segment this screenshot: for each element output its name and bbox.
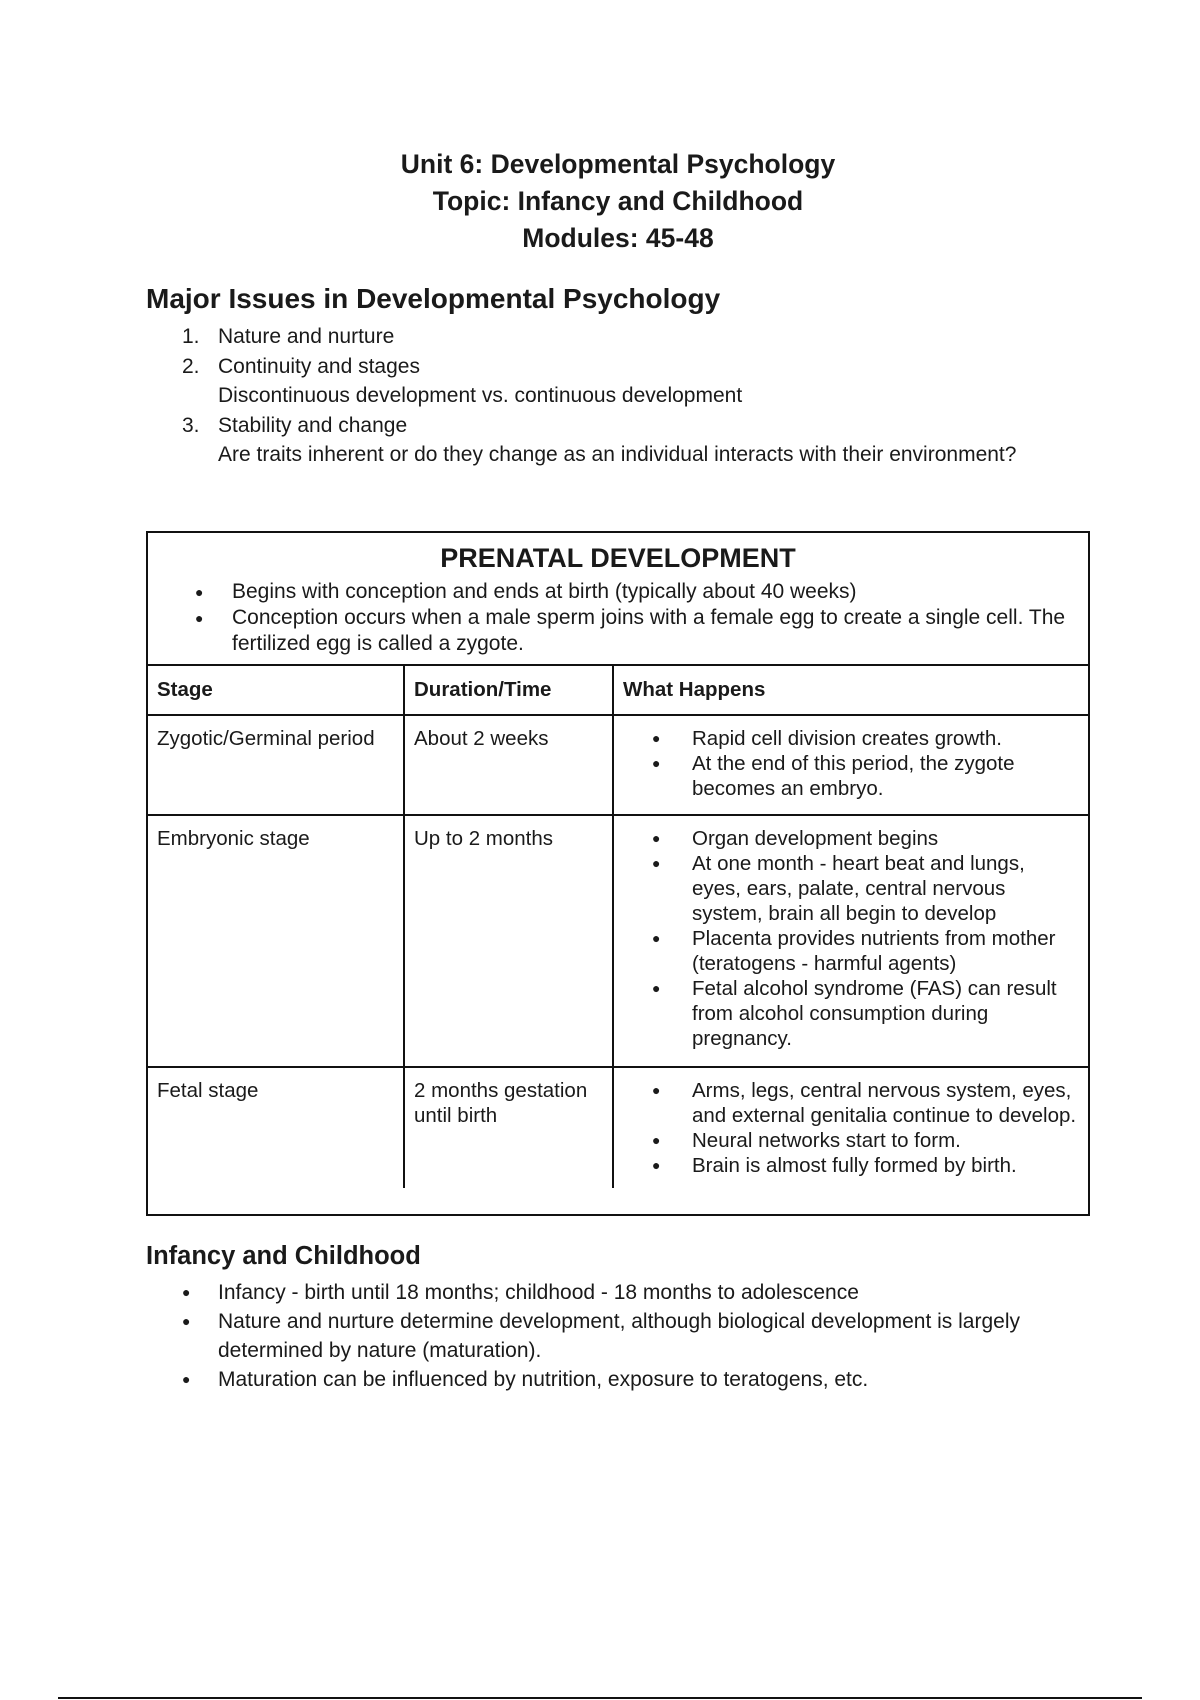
duration-cell: About 2 weeks — [404, 715, 613, 815]
infancy-heading: Infancy and Childhood — [146, 1242, 421, 1270]
list-number: 2. — [182, 354, 200, 378]
column-header-duration: Duration/Time — [404, 666, 613, 715]
what-happens-list — [652, 826, 1079, 1051]
issue-subtext: Are traits inherent or do they change as an individual interacts with their environment? — [218, 443, 1017, 466]
modules-title: Modules: 45-48 — [522, 223, 714, 253]
list-item: ● Conception occurs when a male sperm joins with a female egg to create a single cell. The fertilized egg is called a zygote. — [195, 605, 1075, 657]
list-item: ● Rapid cell division creates growth. — [652, 726, 1079, 751]
list-item: ● At the end of this period, the zygote becomes an embryo. — [652, 751, 1079, 801]
document-header — [0, 146, 1200, 257]
list-number: 3. — [182, 413, 200, 437]
list-item — [182, 411, 1016, 470]
footer-divider — [58, 1697, 1142, 1699]
issue-text: Stability and change — [218, 413, 408, 437]
stage-cell: Embryonic stage — [148, 815, 404, 1067]
prenatal-header — [148, 533, 1088, 666]
list-item: ● Arms, legs, central nervous system, eyes, and external genitalia continue to develop. — [652, 1078, 1079, 1128]
list-item: ● Fetal alcohol syndrome (FAS) can result from alcohol consumption during pregnancy. — [652, 976, 1079, 1051]
prenatal-title: PRENATAL DEVELOPMENT — [440, 543, 796, 573]
stage-cell: Zygotic/Germinal period — [148, 715, 404, 815]
duration-cell: 2 months gestation until birth — [404, 1067, 613, 1188]
list-item — [182, 322, 1016, 352]
list-item: ● Placenta provides nutrients from mother (teratogens - harmful agents) — [652, 926, 1079, 976]
table-header-row — [148, 666, 1088, 715]
stage-cell: Fetal stage — [148, 1067, 404, 1188]
list-item: ● Maturation can be influenced by nutrition, exposure to teratogens, etc. — [182, 1365, 1082, 1394]
what-happens-cell — [613, 815, 1088, 1067]
list-item: ● Nature and nurture determine development, although biological development is largely determined by nature (maturation). — [182, 1307, 1082, 1365]
what-happens-list — [652, 1078, 1079, 1178]
what-happens-cell — [613, 715, 1088, 815]
list-number: 1. — [182, 325, 200, 348]
list-item: ● Infancy - birth until 18 months; childhood - 18 months to adolescence — [182, 1278, 1082, 1307]
issue-text: Continuity and stages — [218, 354, 420, 378]
list-item — [182, 352, 1016, 411]
list-item: ● Begins with conception and ends at birth (typically about 40 weeks) — [195, 579, 1075, 605]
what-happens-list — [652, 726, 1079, 801]
list-item: ● Neural networks start to form. — [652, 1128, 1079, 1153]
prenatal-development-box — [146, 531, 1090, 1216]
issue-subtext: Discontinuous development vs. continuous development — [218, 384, 743, 407]
topic-title: Topic: Infancy and Childhood — [432, 186, 804, 216]
infancy-bullets — [182, 1278, 1082, 1394]
table-row — [148, 1067, 1088, 1188]
table-row — [148, 815, 1088, 1067]
list-item: ● Brain is almost fully formed by birth. — [652, 1153, 1079, 1178]
duration-cell: Up to 2 months — [404, 815, 613, 1067]
list-item: ● Organ development begins — [652, 826, 1079, 851]
column-header-stage: Stage — [148, 666, 404, 715]
infancy-list-container — [182, 1278, 1082, 1394]
issue-text: Nature and nurture — [218, 325, 395, 348]
column-header-what-happens: What Happens — [613, 666, 1088, 715]
table-row — [148, 715, 1088, 815]
unit-title: Unit 6: Developmental Psychology — [400, 149, 836, 179]
what-happens-cell — [613, 1067, 1088, 1188]
major-issues-list — [182, 322, 1016, 470]
prenatal-bullets — [195, 579, 1075, 657]
prenatal-stages-table — [148, 666, 1088, 1188]
major-issues-heading: Major Issues in Developmental Psychology — [146, 283, 721, 314]
list-item: ● At one month - heart beat and lungs, eyes, ears, palate, central nervous system, brain all begin to develop — [652, 851, 1079, 926]
